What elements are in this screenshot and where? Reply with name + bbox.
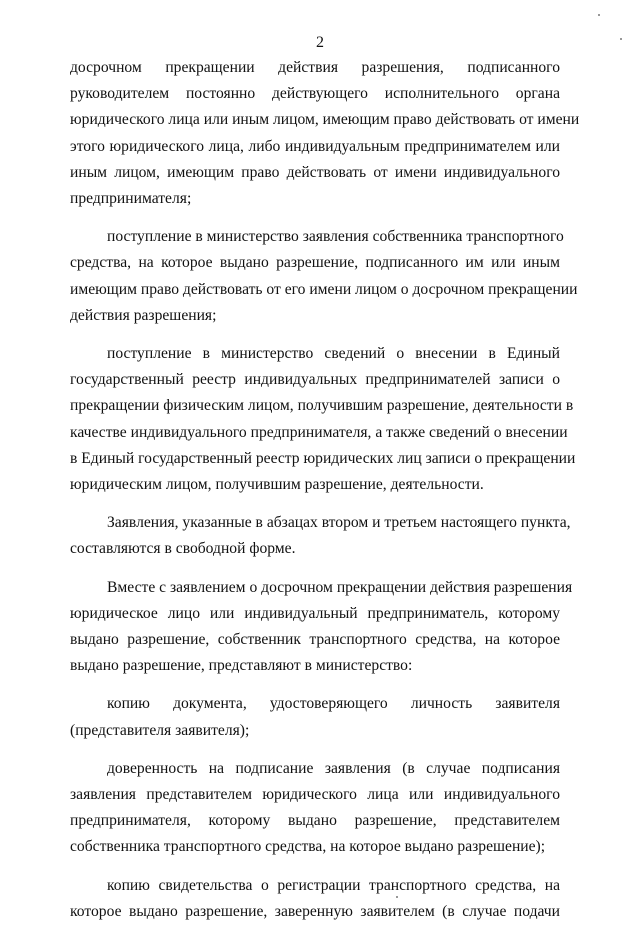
text-line: этого юридического лица, либо индивидуальным предпринимателем или (70, 137, 560, 155)
text-line: в Единый государственный реестр юридических лиц записи о прекращении (70, 449, 576, 467)
scan-speck (396, 896, 398, 898)
text-line: предпринимателя, которому выдано разрешение, представителем (70, 812, 560, 830)
text-line: государственный реестр индивидуальных предпринимателей записи о (70, 371, 560, 389)
scan-speck (620, 38, 622, 40)
paragraph-8 (70, 873, 560, 925)
paragraph-3 (70, 341, 576, 498)
text-line: предпринимателя; (70, 190, 192, 208)
paragraph-2 (70, 224, 578, 329)
paragraph-6 (70, 691, 560, 743)
paragraph-5 (70, 575, 573, 680)
text-line: выдано разрешение, представляют в министерство: (70, 657, 413, 675)
text-line: составляются в свободной форме. (70, 540, 296, 558)
text-line: досрочном прекращении действия разрешения, подписанного (70, 59, 560, 76)
text-line: поступление в министерство сведений о внесении в Единый (107, 345, 560, 363)
text-line: средства, на которое выдано разрешение, подписанного им или иным (70, 254, 560, 272)
text-line: собственника транспортного средства, на которое выдано разрешение); (70, 838, 546, 856)
paragraph-4 (70, 510, 571, 562)
text-line: копию документа, удостоверяющего личность заявителя (107, 695, 560, 713)
page-number: 2 (316, 34, 324, 51)
text-line: выдано разрешение, собственник транспортного средства, на которое (70, 631, 560, 649)
text-line: которое выдано разрешение, заверенную заявителем (в случае подачи (70, 902, 560, 920)
text-line: иным лицом, имеющим право действовать от имени индивидуального (70, 163, 560, 181)
text-line: поступление в министерство заявления собственника транспортного (107, 228, 564, 246)
text-line: юридического лица или иным лицом, имеющим право действовать от имени (70, 111, 580, 129)
text-line: Заявления, указанные в абзацах втором и третьем настоящего пункта, (107, 514, 571, 532)
text-line: действия разрешения; (70, 306, 217, 324)
text-line: качестве индивидуального предпринимателя, а также сведений о внесении (70, 423, 568, 441)
text-line: юридическое лицо или индивидуальный предприниматель, которому (70, 604, 560, 622)
text-line: (представителя заявителя); (70, 721, 250, 739)
text-line: заявления представителем юридического лица или индивидуального (70, 786, 560, 804)
text-line: копию свидетельства о регистрации транспортного средства, на (107, 876, 560, 894)
paragraph-1 (70, 55, 580, 212)
text-line: Вместе с заявлением о досрочном прекращении действия разрешения (107, 578, 573, 596)
paragraph-7 (70, 756, 560, 861)
text-line: прекращении физическим лицом, получившим разрешение, деятельности в (70, 397, 574, 415)
text-line: руководителем постоянно действующего исполнительного органа (70, 85, 560, 103)
document-body (70, 55, 580, 925)
text-line: имеющим право действовать от его имени лицом о досрочном прекращении (70, 280, 578, 298)
text-line: юридическим лицом, получившим разрешение, деятельности. (70, 476, 484, 494)
text-line: доверенность на подписание заявления (в случае подписания (107, 759, 560, 777)
scan-speck (598, 14, 600, 16)
